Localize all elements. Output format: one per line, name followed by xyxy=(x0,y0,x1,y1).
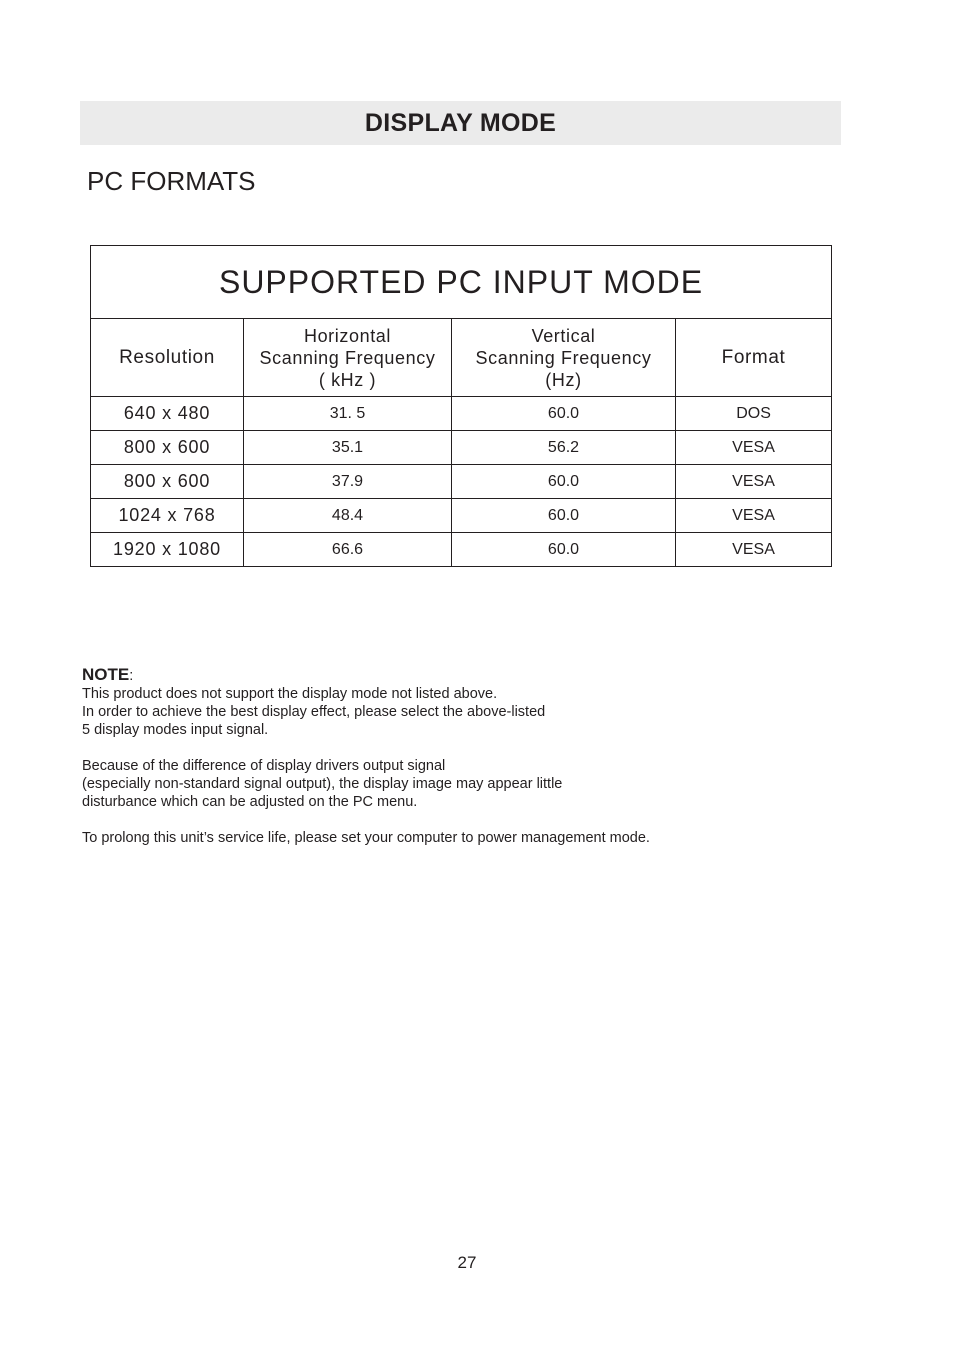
horizontal-header-line2: Scanning Frequency xyxy=(259,347,436,368)
cell-resolution: 1920 x 1080 xyxy=(91,533,244,567)
cell-vertical: 60.0 xyxy=(452,465,676,499)
column-header-resolution: Resolution xyxy=(91,319,244,397)
column-header-vertical xyxy=(452,319,676,397)
column-header-horizontal xyxy=(244,319,452,397)
cell-resolution: 800 x 600 xyxy=(91,465,244,499)
cell-horizontal: 37.9 xyxy=(244,465,452,499)
note-section xyxy=(82,666,782,847)
cell-format: VESA xyxy=(676,533,832,567)
vertical-header-line1: Vertical xyxy=(531,325,596,346)
page-number: 27 xyxy=(457,1253,477,1272)
cell-resolution: 640 x 480 xyxy=(91,397,244,431)
cell-format: VESA xyxy=(676,431,832,465)
note-line: To prolong this unit’s service life, please set your computer to power management mode. xyxy=(82,830,650,846)
table-row xyxy=(91,431,832,465)
vertical-header-line2: Scanning Frequency xyxy=(475,347,652,368)
cell-vertical: 60.0 xyxy=(452,533,676,567)
cell-horizontal: 66.6 xyxy=(244,533,452,567)
section-title: DISPLAY MODE xyxy=(364,108,557,137)
cell-format: DOS xyxy=(676,397,832,431)
cell-format: VESA xyxy=(676,465,832,499)
cell-horizontal: 35.1 xyxy=(244,431,452,465)
cell-resolution: 800 x 600 xyxy=(91,431,244,465)
table-row xyxy=(91,533,832,567)
cell-vertical: 60.0 xyxy=(452,397,676,431)
note-line: In order to achieve the best display effect, please select the above-listed xyxy=(82,704,546,720)
horizontal-header-unit: ( kHz ) xyxy=(318,369,377,390)
page-subtitle: PC FORMATS xyxy=(87,166,256,196)
note-heading xyxy=(82,666,782,685)
supported-modes-table xyxy=(90,245,832,567)
horizontal-header-line1: Horizontal xyxy=(303,325,392,346)
note-line: disturbance which can be adjusted on the PC menu. xyxy=(82,794,418,810)
note-line: This product does not support the display mode not listed above. xyxy=(82,686,498,702)
note-line: 5 display modes input signal. xyxy=(82,722,269,738)
cell-resolution: 1024 x 768 xyxy=(91,499,244,533)
note-colon: : xyxy=(129,668,134,684)
note-line: Because of the difference of display drivers output signal xyxy=(82,758,446,774)
cell-horizontal: 31. 5 xyxy=(244,397,452,431)
cell-format: VESA xyxy=(676,499,832,533)
column-header-format: Format xyxy=(676,319,832,397)
vertical-header-unit: (Hz) xyxy=(545,369,582,390)
table-title: SUPPORTED PC INPUT MODE xyxy=(91,246,832,319)
table-row xyxy=(91,499,832,533)
cell-vertical: 56.2 xyxy=(452,431,676,465)
table-row xyxy=(91,465,832,499)
note-label: NOTE xyxy=(82,665,130,684)
cell-horizontal: 48.4 xyxy=(244,499,452,533)
cell-vertical: 60.0 xyxy=(452,499,676,533)
note-line: (especially non-standard signal output), the display image may appear little xyxy=(82,776,563,792)
table-row xyxy=(91,397,832,431)
section-header xyxy=(80,101,841,145)
